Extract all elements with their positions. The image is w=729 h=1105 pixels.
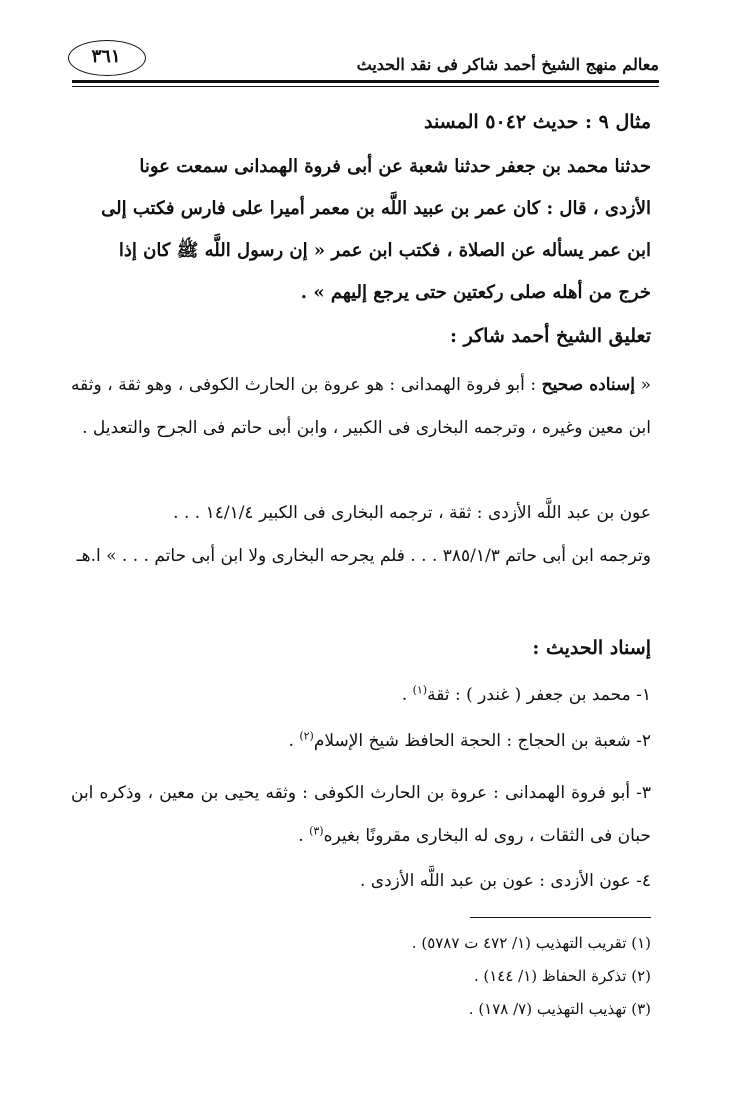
footnote-separator <box>470 917 651 918</box>
isnad-item <box>71 860 651 903</box>
isnad-item <box>71 674 651 717</box>
footnote: (٢) تذكرة الحفاظ (١/ ١٤٤) . <box>473 967 651 985</box>
isnad-item-tail: . <box>401 685 413 705</box>
isnad-item <box>71 772 651 858</box>
isnad-item-text: ١- محمد بن جعفر ( غندر ) : ثقة <box>427 685 651 705</box>
awn-paragraph <box>71 492 651 578</box>
hadith-line: ابن عمر يسأله عن الصلاة ، فكتب ابن عمر « إن رسول اللَّه ﷺ كان إذا <box>118 240 651 261</box>
awn-line: عون بن عبد اللَّه الأزدى : ثقة ، ترجمه البخارى فى الكبير ١٤/١/٤ . . . <box>173 503 651 523</box>
isnad-item-text: ٤- عون الأزدى : عون بن عبد اللَّه الأزدى . <box>360 871 651 891</box>
footnote: (١) تقريب التهذيب (١/ ٤٧٢ ت ٥٧٨٧) . <box>411 934 651 952</box>
isnad-item-tail: . <box>288 731 300 751</box>
hadith-text <box>71 146 651 314</box>
footnote-ref: (٢) <box>299 729 314 743</box>
isnad-item <box>71 720 651 763</box>
hadith-line: خرج من أهله صلى ركعتين حتى يرجع إليهم » . <box>300 282 651 303</box>
header-rule-thin <box>72 86 659 87</box>
comment-heading: تعليق الشيخ أحمد شاكر : <box>449 325 651 347</box>
header-rule-thick <box>72 80 659 83</box>
isnad-heading: إسناد الحديث : <box>532 637 651 659</box>
awn-line-2: وترجمه ابن أبى حاتم ٣٨٥/١/٣ . . . فلم يجرحه البخارى ولا ابن أبى حاتم . . . » ا.هـ <box>76 546 651 566</box>
isnad-verdict: إسناده صحيح <box>541 375 636 395</box>
page-number: ٣٦١ <box>91 46 121 67</box>
footnote: (٣) تهذيب التهذيب (٧/ ١٧٨) . <box>468 1000 651 1018</box>
isnad-item-text: ٣- أبو فروة الهمدانى : عروة بن الحارث الكوفى : وثقه يحيى بن معين ، وذكره ابن حبان فى الثقات ، روى له البخارى مقرونًا بغيره <box>71 783 651 846</box>
footnote-ref: (١) <box>412 683 428 697</box>
footnote-ref: (٣) <box>309 824 324 838</box>
quote-open: « <box>635 375 651 395</box>
comment-text: : أبو فروة الهمدانى : هو عروة بن الحارث الكوفى ، وهو ثقة ، وثقه ابن معين وغيره ، وترجمه البخارى فى الكبير ، وابن أبى حاتم فى الجرح والتعديل . <box>71 375 651 438</box>
hadith-line: الأزدى ، قال : كان عمر بن عبيد اللَّه بن معمر أميرا على فارس فكتب إلى <box>101 198 651 219</box>
comment-paragraph <box>71 364 651 450</box>
isnad-item-text: ٢- شعبة بن الحجاج : الحجة الحافظ شيخ الإسلام <box>313 731 651 751</box>
isnad-item-tail: . <box>298 826 310 846</box>
example-heading: مثال ٩ : حديث ٥٠٤٢ المسند <box>423 111 651 133</box>
hadith-line: حدثنا محمد بن جعفر حدثنا شعبة عن أبى فروة الهمدانى سمعت عونا <box>139 156 651 177</box>
running-header-title: معالم منهج الشيخ أحمد شاكر فى نقد الحديث <box>356 55 659 74</box>
